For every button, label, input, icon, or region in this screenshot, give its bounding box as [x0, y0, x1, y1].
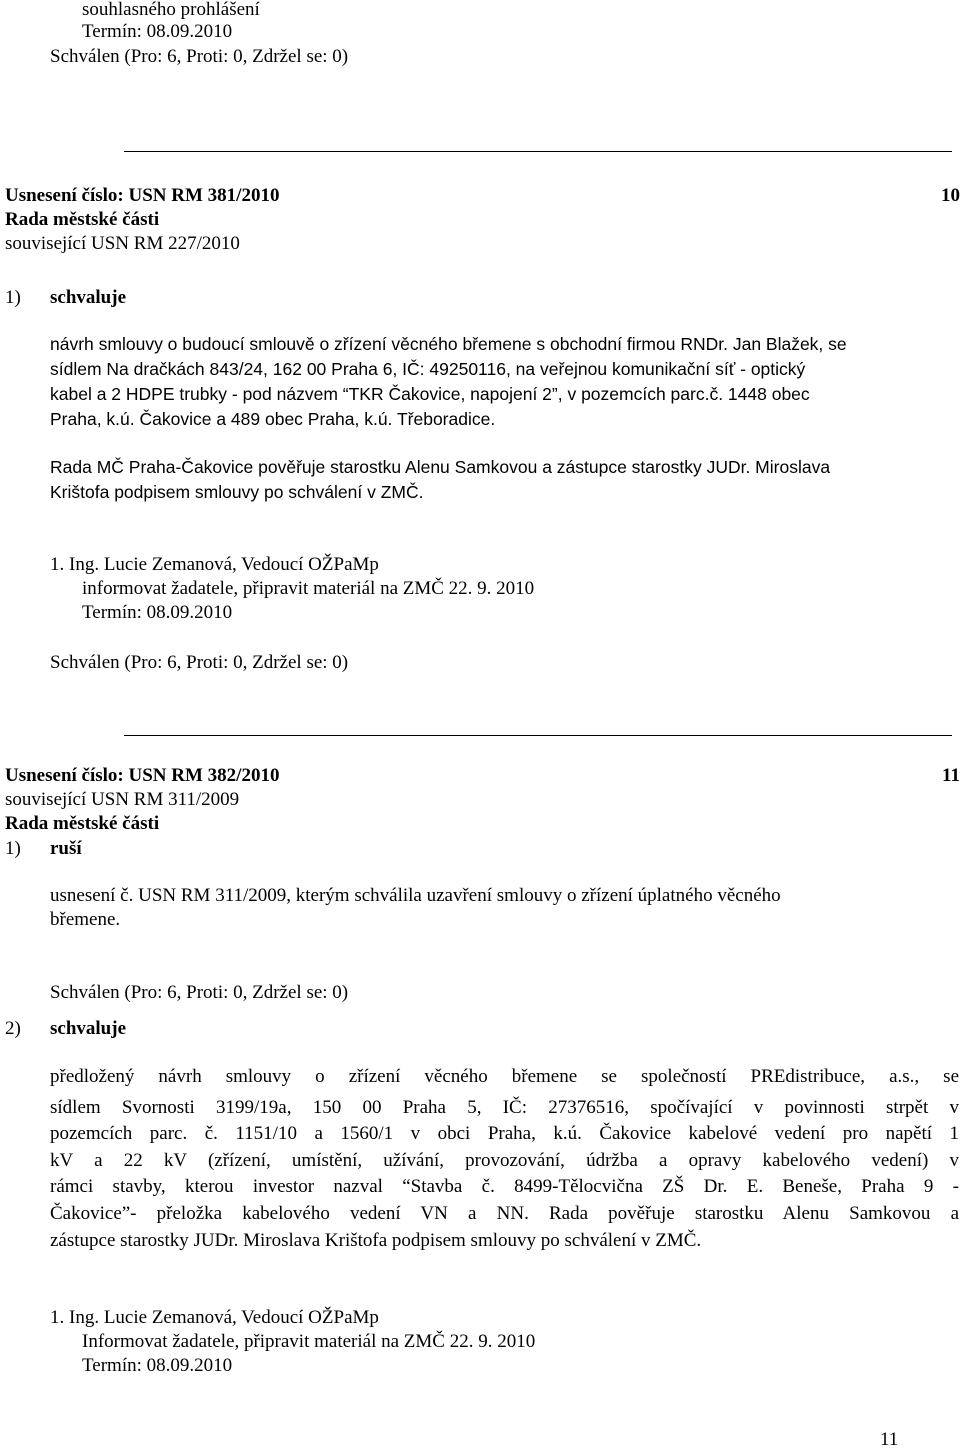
vote-result: Schválen (Pro: 6, Proti: 0, Zdržel se: 0): [50, 652, 349, 673]
vote-result: Schválen (Pro: 6, Proti: 0, Zdržel se: 0): [50, 982, 349, 1003]
paragraph-line: usnesení č. USN RM 311/2009, kterým schválila uzavření smlouvy o zřízení úplatného věcného: [50, 885, 781, 906]
page-number: 11: [880, 1429, 899, 1450]
task-text: Informovat žadatele, připravit materiál na ZMČ 22. 9. 2010: [82, 1331, 536, 1352]
paragraph-line: předložený návrh smlouvy o zřízení věcného břemene se společností PREdistribuce, a.s., se: [50, 1066, 959, 1087]
task-text: informovat žadatele, připravit materiál na ZMČ 22. 9. 2010: [82, 578, 535, 599]
related-resolution: související USN RM 227/2010: [5, 233, 240, 254]
paragraph-line: Čakovice”- přeložka kabelového vedení VN a NN. Rada pověřuje starostku Alenu Samkovou a: [50, 1203, 959, 1224]
continued-text: souhlasného prohlášení: [82, 0, 260, 20]
resolution-title: Usnesení číslo: USN RM 382/2010: [5, 765, 280, 786]
point-verb: schvaluje: [50, 1018, 126, 1039]
resolution-number: 11: [942, 765, 960, 786]
paragraph-line: zástupce starostky JUDr. Miroslava Krištofa podpisem smlouvy po schválení v ZMČ.: [50, 1230, 702, 1251]
paragraph-line: kabel a 2 HDPE trubky - pod názvem “TKR Čakovice, napojení 2”, v pozemcích parc.č. 1448 obec: [50, 384, 810, 404]
resolution-heading: [5, 764, 960, 788]
term-line: Termín: 08.09.2010: [82, 21, 233, 42]
separator-rule: [124, 151, 952, 152]
point-verb: ruší: [50, 838, 82, 859]
task-person: 1. Ing. Lucie Zemanová, Vedoucí OŽPaMp: [50, 554, 379, 575]
paragraph-line: Praha, k.ú. Čakovice a 489 obec Praha, k.ú. Třeboradice.: [50, 409, 496, 429]
resolution-heading: [5, 184, 960, 208]
task-person: 1. Ing. Lucie Zemanová, Vedoucí OŽPaMp: [50, 1307, 379, 1328]
vote-result: Schválen (Pro: 6, Proti: 0, Zdržel se: 0): [50, 46, 349, 67]
resolution-title: Usnesení číslo: USN RM 381/2010: [5, 185, 280, 206]
paragraph-line: návrh smlouvy o budoucí smlouvě o zřízení věcného břemene s obchodní firmou RNDr. Jan Blažek, se: [50, 334, 847, 354]
term-line: Termín: 08.09.2010: [82, 1355, 233, 1376]
resolution-number: 10: [941, 185, 960, 206]
point-number: 1): [5, 287, 21, 308]
point-number: 1): [5, 838, 21, 859]
mandate-line: Rada MČ Praha-Čakovice pověřuje starostku Alenu Samkovou a zástupce starostky JUDr. Miroslava: [50, 457, 831, 477]
point-verb: schvaluje: [50, 287, 126, 308]
resolving-body: Rada městské části: [5, 813, 160, 834]
term-line: Termín: 08.09.2010: [82, 602, 233, 623]
mandate-line: Krištofa podpisem smlouvy po schválení v ZMČ.: [50, 482, 424, 502]
paragraph-line: sídlem Na dračkách 843/24, 162 00 Praha 6, IČ: 49250116, na veřejnou komunikační síť - optický: [50, 359, 806, 379]
paragraph-line: břemene.: [50, 909, 121, 930]
separator-rule: [124, 735, 952, 736]
paragraph-line: sídlem Svornosti 3199/19a, 150 00 Praha 5, IČ: 27376516, spočívající v povinnosti strpět v: [50, 1097, 959, 1118]
point-number: 2): [5, 1018, 21, 1039]
paragraph-line: pozemcích parc. č. 1151/10 a 1560/1 v obci Praha, k.ú. Čakovice kabelové vedení pro napětí 1: [50, 1123, 959, 1144]
paragraph-line: rámci stavby, kterou investor nazval “Stavba č. 8499-Tělocvična ZŠ Dr. E. Beneše, Praha 9 -: [50, 1176, 959, 1197]
paragraph-line: kV a 22 kV (zřízení, umístění, užívání, provozování, údržba a opravy kabelového vedení) v: [50, 1150, 959, 1171]
related-resolution: související USN RM 311/2009: [5, 789, 240, 810]
resolving-body: Rada městské části: [5, 209, 160, 230]
